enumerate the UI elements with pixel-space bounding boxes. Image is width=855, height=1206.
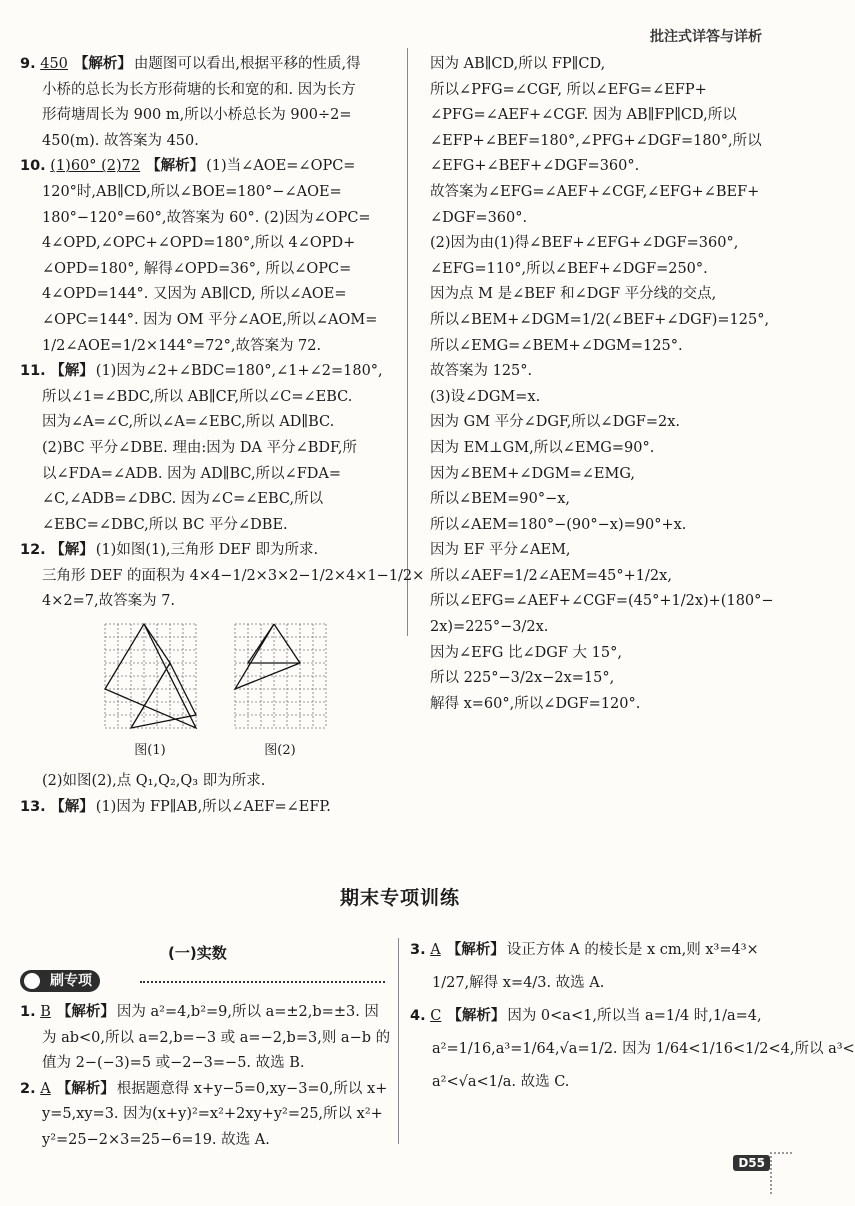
text-line: 2x)=225°−3/2x.: [430, 619, 549, 636]
text-line: [20, 436, 388, 462]
text-line: [410, 1000, 780, 1033]
text-line: [410, 1066, 780, 1099]
line-text: (2)如图(2),点 Q₁,Q₂,Q₃ 即为所求.: [42, 773, 266, 790]
line-text: 三角形 DEF 的面积为 4×4−1/2×3×2−1/2×4×1−1/2×: [42, 567, 425, 584]
practice-badge: [20, 970, 100, 992]
line-text: ∠OPD=180°, 解得∠OPD=36°, 所以∠OPC=: [42, 260, 352, 277]
line-text: 1/2∠AOE=1/2×144°=72°,故答案为 72.: [42, 337, 322, 354]
answer: C: [430, 1008, 442, 1024]
question-number: 2.: [20, 1080, 36, 1097]
question-number: 13.: [20, 798, 46, 815]
badge-label: 刷专项: [50, 973, 92, 989]
figure-1: [100, 619, 200, 739]
text-line: 所以∠EFG=∠AEF+∠CGF=(45°+1/2x)+(180°−: [430, 593, 774, 610]
text-line: [20, 154, 388, 180]
line-text: 由题图可以看出,根据平移的性质,得: [133, 56, 361, 72]
text-line: [20, 769, 388, 795]
text-line: ∠PFG=∠AEF+∠CGF. 因为 AB∥FP∥CD,所以: [430, 107, 737, 124]
text-line: [20, 1128, 388, 1154]
text-line: ∠EFP+∠BEF=180°,∠PFG+∠DGF=180°,所以: [430, 132, 762, 149]
line-text: 1/27,解得 x=4/3. 故选 A.: [432, 975, 605, 991]
text-line: 故答案为 125°.: [430, 363, 533, 380]
text-line: [20, 795, 388, 821]
text-line: [410, 934, 780, 967]
line-text: a²<√a<1/a. 故选 C.: [432, 1074, 570, 1090]
figure-row: [100, 619, 388, 769]
text-line: [20, 231, 388, 257]
text-line: 所以∠PFG=∠CGF, 所以∠EFG=∠EFP+: [430, 81, 707, 98]
text-line: 因为∠EFG 比∠DGF 大 15°,: [430, 644, 622, 661]
question-number: 9.: [20, 56, 36, 72]
solution-tag: 【解析】: [73, 56, 132, 72]
line-text: ∠OPC=144°. 因为 OM 平分∠AOE,所以∠AOM=: [42, 311, 378, 328]
line-text: 小桥的总长为长方形荷塘的长和宽的和. 因为长方: [42, 81, 356, 98]
question-number: 3.: [410, 942, 426, 958]
line-text: 以∠FDA=∠ADB. 因为 AD∥BC,所以∠FDA=: [42, 465, 342, 482]
column-divider: [407, 48, 408, 636]
text-line: [20, 1051, 388, 1077]
line-text: 为 ab<0,所以 a=2,b=−3 或 a=−2,b=3,则 a−b 的: [42, 1029, 391, 1046]
line-text: y=5,xy=3. 因为(x+y)²=x²+2xy+y²=25,所以 x²+: [42, 1106, 383, 1123]
text-line: 所以∠AEM=180°−(90°−x)=90°+x.: [430, 516, 687, 533]
text-line: 所以∠BEM=90°−x,: [430, 491, 571, 508]
solution-tag: 【解析】: [56, 1080, 115, 1097]
text-line: [20, 1077, 388, 1103]
text-line: [410, 967, 780, 1000]
line-text: 值为 2−(−3)=5 或−2−3=−5. 故选 B.: [42, 1055, 305, 1072]
text-line: 所以∠AEF=1/2∠AEM=45°+1/2x,: [430, 567, 672, 584]
text-line: [20, 462, 388, 488]
text-line: (2)因为由(1)得∠BEF+∠EFG+∠DGF=360°,: [430, 235, 739, 252]
figure-1-container: [100, 619, 200, 769]
line-text: (2)BC 平分∠DBE. 理由:因为 DA 平分∠BDF,所: [42, 439, 357, 456]
line-text: 4×2=7,故答案为 7.: [42, 593, 176, 610]
line-text: 4∠OPD,∠OPC+∠OPD=180°,所以 4∠OPD+: [42, 235, 356, 252]
text-line: [20, 513, 388, 539]
answer: (1)60° (2)72: [50, 158, 141, 175]
text-line: ∠DGF=360°.: [430, 209, 528, 226]
line-text: 120°时,AB∥CD,所以∠BOE=180°−∠AOE=: [42, 183, 342, 200]
text-line: [20, 257, 388, 283]
text-line: ∠EFG+∠BEF+∠DGF=360°.: [430, 158, 640, 175]
text-line: 因为点 M 是∠BEF 和∠DGF 平分线的交点,: [430, 286, 717, 303]
text-line: [20, 410, 388, 436]
answer: A: [40, 1080, 51, 1097]
solution-tag: 【解析】: [447, 1008, 506, 1024]
answer: B: [40, 1004, 51, 1020]
text-line: [20, 103, 388, 129]
text-line: [20, 1102, 388, 1128]
text-line: 故答案为∠EFG=∠AEF+∠CGF,∠EFG+∠BEF+: [430, 183, 760, 200]
line-text: 4∠OPD=144°. 又因为 AB∥CD, 所以∠AOE=: [42, 286, 347, 303]
text-line: [20, 334, 388, 360]
solution-tag: 【解】: [50, 542, 94, 559]
line-text: 因为 a²=4,b²=9,所以 a=±2,b=±3. 因: [116, 1004, 379, 1020]
solution-tag: 【解析】: [446, 942, 505, 958]
text-line: 解得 x=60°,所以∠DGF=120°.: [430, 695, 641, 712]
line-text: 因为∠A=∠C,所以∠A=∠EBC,所以 AD∥BC.: [42, 414, 335, 431]
bottom-left-column: [20, 1000, 391, 1154]
question-number: 10.: [20, 158, 46, 175]
text-line: [20, 180, 388, 206]
line-text: 所以∠1=∠BDC,所以 AB∥CF,所以∠C=∠EBC.: [42, 388, 353, 405]
corner-decoration: [770, 1152, 792, 1194]
solution-tag: 【解】: [50, 363, 94, 380]
question-number: 11.: [20, 363, 46, 380]
line-text: 设正方体 A 的棱长是 x cm,则 x³=4³×: [506, 942, 759, 958]
text-line: [20, 385, 388, 411]
figure-shape: [235, 624, 300, 689]
text-line: [20, 129, 388, 155]
question-number: 4.: [410, 1008, 426, 1024]
bottom-right-column: [410, 934, 855, 1099]
line-text: 因为 0<a<1,所以当 a=1/4 时,1/a=4,: [507, 1008, 762, 1024]
line-text: (1)当∠AOE=∠OPC=: [206, 158, 356, 175]
text-line: [20, 589, 388, 615]
text-line: [20, 1026, 391, 1052]
solution-tag: 【解】: [50, 798, 94, 815]
line-text: (1)如图(1),三角形 DEF 即为所求.: [95, 542, 319, 559]
text-line: 因为 GM 平分∠DGF,所以∠DGF=2x.: [430, 414, 680, 431]
text-line: 因为 EM⊥GM,所以∠EMG=90°.: [430, 439, 655, 456]
question-number: 12.: [20, 542, 46, 559]
section-title: 期末专项训练: [339, 887, 460, 909]
solution-tag: 【解析】: [56, 1004, 115, 1020]
text-line: [20, 78, 388, 104]
line-text: a²=1/16,a³=1/64,√a=1/2. 因为 1/64<1/16<1/2<4,所以 a³<: [432, 1041, 855, 1057]
solution-tag: 【解析】: [146, 158, 205, 175]
figure-caption: 图(2): [264, 743, 296, 759]
text-line: 因为∠BEM+∠DGM=∠EMG,: [430, 465, 635, 482]
text-line: 所以∠BEM+∠DGM=1/2(∠BEF+∠DGF)=125°,: [430, 311, 770, 328]
text-line: 因为 EF 平分∠AEM,: [430, 542, 571, 559]
text-line: [20, 52, 388, 78]
column-divider-bottom: [398, 938, 399, 1144]
text-line: [410, 1033, 855, 1066]
answer: 450: [40, 56, 68, 72]
text-line: [20, 538, 388, 564]
line-text: ∠C,∠ADB=∠DBC. 因为∠C=∠EBC,所以: [42, 491, 324, 508]
line-text: ∠EBC=∠DBC,所以 BC 平分∠DBE.: [42, 516, 288, 533]
text-line: [20, 308, 388, 334]
line-text: 180°−120°=60°,故答案为 60°. (2)因为∠OPC=: [42, 209, 371, 226]
line-text: 450(m). 故答案为 450.: [42, 132, 199, 149]
figure-2-container: [230, 619, 330, 769]
text-line: (3)设∠DGM=x.: [430, 388, 541, 405]
right-column: [430, 52, 778, 717]
brush-icon: [24, 973, 40, 989]
section-subtitle: (一)实数: [168, 944, 227, 962]
text-line: 所以∠EMG=∠BEM+∠DGM=125°.: [430, 337, 683, 354]
page-header: 批注式详答与详析: [650, 29, 762, 45]
page-number: D55: [733, 1155, 770, 1171]
dotted-rule: [140, 981, 385, 983]
text-line: [20, 206, 388, 232]
line-text: 形荷塘周长为 900 m,所以小桥总长为 900÷2=: [42, 107, 352, 124]
left-column: [20, 52, 425, 820]
figure-caption: 图(1): [134, 743, 166, 759]
text-line: 因为 AB∥CD,所以 FP∥CD,: [430, 56, 606, 72]
text-line: [20, 1000, 388, 1026]
badge-row: [20, 970, 385, 996]
answer: A: [430, 942, 441, 958]
figure-2: [230, 619, 330, 739]
text-line: [20, 487, 388, 513]
line-text: (1)因为 FP∥AB,所以∠AEF=∠EFP.: [95, 798, 331, 815]
text-line: 所以 225°−3/2x−2x=15°,: [430, 670, 615, 687]
line-text: (1)因为∠2+∠BDC=180°,∠1+∠2=180°,: [95, 363, 383, 380]
line-text: 根据题意得 x+y−5=0,xy−3=0,所以 x+: [116, 1080, 388, 1097]
text-line: [20, 359, 388, 385]
line-text: y²=25−2×3=25−6=19. 故选 A.: [42, 1131, 270, 1148]
text-line: [20, 282, 388, 308]
text-line: [20, 564, 425, 590]
text-line: ∠EFG=110°,所以∠BEF+∠DGF=250°.: [430, 260, 708, 277]
question-number: 1.: [20, 1004, 36, 1020]
